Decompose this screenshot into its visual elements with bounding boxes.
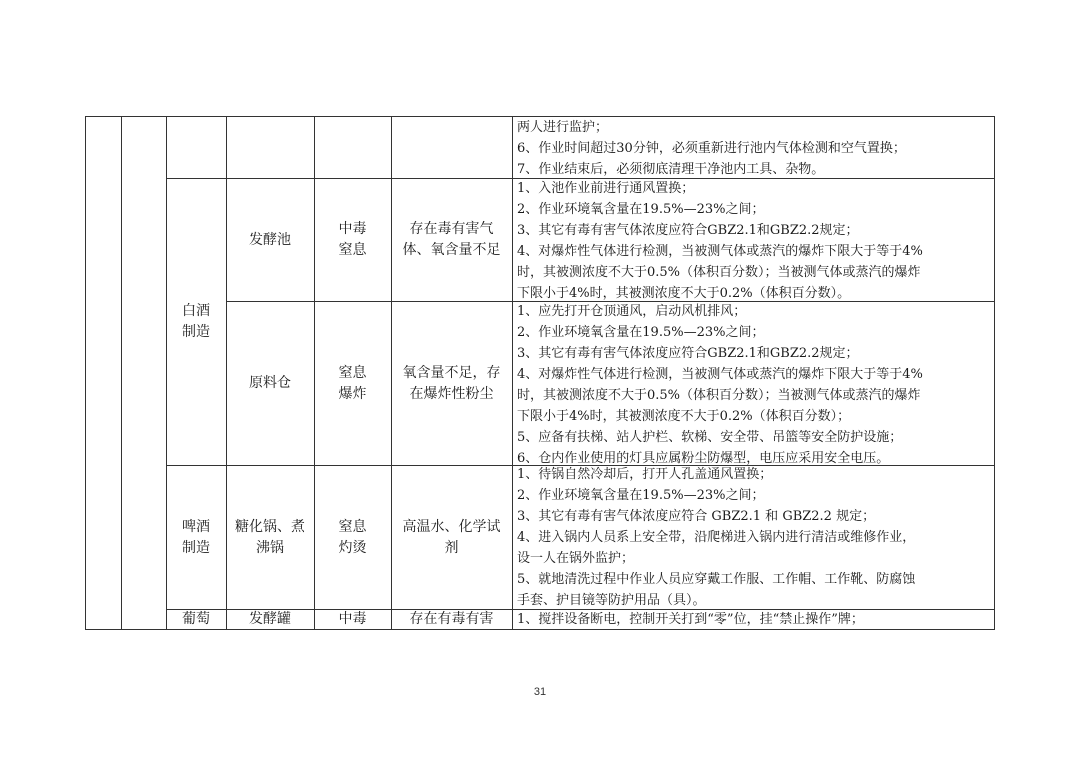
- hazard-label: 窒息: [338, 364, 367, 381]
- hazard-label: 爆炸: [338, 385, 367, 402]
- requirement-line: 设一人在锅外监护；: [517, 551, 635, 566]
- requirement-line: 时，其被测浓度不大于0.5%（体积百分数）；当被测气体或蒸汽的爆炸: [517, 265, 921, 280]
- requirement-line: 2、作业环境氧含量在19.5%—23%之间；: [517, 488, 765, 503]
- cause-label: 存在毒有害气: [409, 221, 494, 237]
- requirements-cell: [517, 117, 993, 180]
- requirements-cell: [517, 464, 993, 611]
- requirement-line: 两人进行监护；: [517, 120, 609, 135]
- hazard-label: 窒息: [338, 242, 367, 258]
- requirement-line: 1、入池作业前进行通风置换；: [517, 181, 695, 196]
- cause-cell: [391, 466, 512, 609]
- hazard-cell: [314, 610, 391, 629]
- requirement-line: 6、仓内作业使用的灯具应属粉尘防爆型，电压应采用安全电压。: [517, 451, 890, 466]
- hazard-cell: [314, 466, 391, 609]
- place-cell: [226, 610, 314, 629]
- hazard-cell: [314, 179, 391, 301]
- hazard-label: 灼烫: [338, 539, 367, 556]
- requirement-line: 6、作业时间超过30分钟，必须重新进行池内气体检测和空气置换；: [517, 141, 906, 156]
- cause-label: 在爆炸性粉尘: [409, 385, 494, 402]
- place-cell: [226, 466, 314, 609]
- category-label: 啤酒制造: [182, 518, 210, 556]
- cause-label: 氧含量不足，存: [402, 364, 501, 381]
- page-number: 31: [533, 686, 547, 698]
- requirement-line: 1、应先打开仓顶通风，启动风机排风；: [517, 304, 747, 319]
- place-label: 原料仓: [249, 375, 291, 391]
- place-label: 发酵罐: [249, 611, 291, 627]
- requirement-line: 下限小于4%时，其被测浓度不大于0.2%（体积百分数）。: [517, 286, 851, 301]
- cause-label: 剂: [444, 539, 459, 556]
- requirement-line: 下限小于4%时，其被测浓度不大于0.2%（体积百分数）；: [517, 409, 851, 424]
- requirements-cell: [517, 609, 993, 630]
- hazard-label: 窒息: [338, 518, 367, 535]
- table-border: [85, 116, 86, 630]
- place-label: 沸锅: [256, 539, 284, 556]
- requirement-line: 4、进入锅内人员系上安全带，沿爬梯进入锅内进行清洁或维修作业，: [517, 530, 916, 545]
- requirement-line: 3、其它有毒有害气体浓度应符合GBZ2.1和GBZ2.2规定；: [517, 346, 859, 361]
- requirement-line: 5、就地清洗过程中作业人员应穿戴工作服、工作帽、工作靴、防腐蚀: [517, 572, 916, 587]
- place-cell: [226, 179, 314, 301]
- place-label: 糖化锅、煮: [235, 518, 305, 535]
- hazard-label: 中毒: [338, 611, 367, 627]
- requirement-line: 4、对爆炸性气体进行检测，当被测气体或蒸汽的爆炸下限大于等于4%: [517, 244, 923, 259]
- cause-cell: [391, 179, 512, 301]
- requirements-cell: [517, 178, 993, 304]
- category-cell: [166, 179, 226, 465]
- cause-label: 存在有毒有害: [409, 611, 494, 627]
- requirement-line: 2、作业环境氧含量在19.5%—23%之间；: [517, 325, 765, 340]
- requirement-line: 1、搅拌设备断电，控制开关打到“零”位，挂“禁止操作”牌；: [517, 612, 864, 627]
- requirements-cell: [517, 301, 993, 469]
- table-border: [994, 116, 995, 630]
- category-label: 葡萄: [182, 611, 210, 627]
- cause-label: 体、氧含量不足: [402, 242, 501, 258]
- requirement-line: 手套、护目镜等防护用品（具）。: [517, 593, 706, 608]
- requirement-line: 7、作业结束后，必须彻底清理干净池内工具、杂物。: [517, 162, 825, 177]
- hazard-cell: [314, 302, 391, 465]
- category-cell: [166, 466, 226, 609]
- table-divider: [512, 116, 513, 630]
- cause-cell: [391, 302, 512, 465]
- category-cell: [166, 610, 226, 629]
- place-label: 发酵池: [249, 231, 291, 248]
- requirement-line: 2、作业环境氧含量在19.5%—23%之间；: [517, 202, 765, 217]
- requirement-line: 5、应备有扶梯、站人护栏、软梯、安全带、吊篮等安全防护设施；: [517, 430, 903, 445]
- requirement-line: 1、待锅自然冷却后，打开人孔盖通风置换；: [517, 467, 773, 482]
- requirement-line: 时，其被测浓度不大于0.5%（体积百分数）；当被测气体或蒸汽的爆炸: [517, 388, 921, 403]
- requirement-line: 3、其它有毒有害气体浓度应符合 GBZ2.1 和 GBZ2.2 规定；: [517, 509, 876, 524]
- hazard-label: 中毒: [338, 221, 367, 237]
- cause-label: 高温水、化学试: [402, 518, 501, 535]
- category-label: 白酒制造: [182, 303, 210, 340]
- requirement-line: 3、其它有毒有害气体浓度应符合GBZ2.1和GBZ2.2规定；: [517, 223, 859, 238]
- table-divider: [121, 116, 122, 630]
- place-cell: [226, 302, 314, 465]
- requirement-line: 4、对爆炸性气体进行检测，当被测气体或蒸汽的爆炸下限大于等于4%: [517, 367, 923, 382]
- cause-cell: [391, 610, 512, 629]
